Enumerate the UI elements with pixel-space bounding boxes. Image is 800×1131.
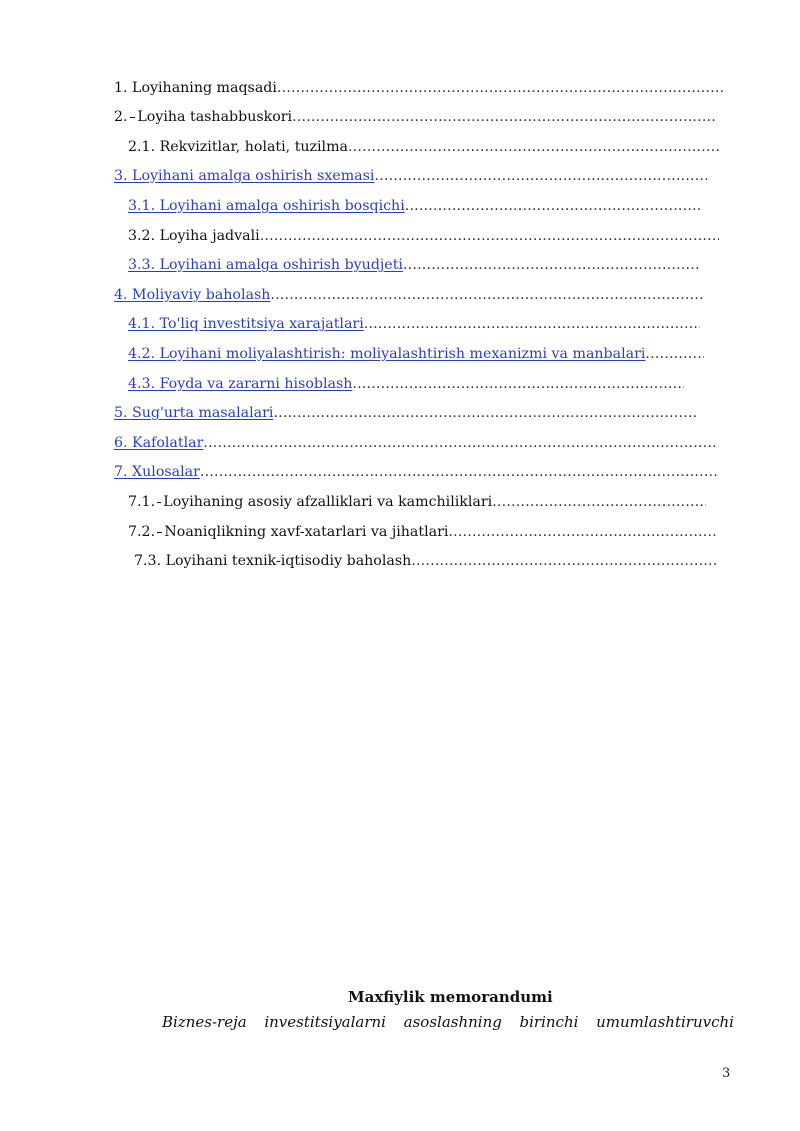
toc-leader-dots [273, 398, 698, 428]
toc-leader-dots [277, 73, 724, 103]
toc-entry-number: 2. [114, 109, 128, 125]
memorandum-text [162, 1013, 734, 1031]
toc-entry-4-1[interactable] [128, 309, 700, 339]
toc-leader-dots [645, 339, 704, 369]
toc-leader-dots [200, 457, 718, 487]
toc-entry-2 [114, 102, 716, 132]
toc-leader-dots [348, 132, 719, 162]
toc-leader-dots [411, 546, 716, 576]
toc-link-label[interactable]: 6. Kafolatlar [114, 435, 204, 451]
toc-entry-label: 2.1. Rekvizitlar, holati, tuzilma [128, 139, 348, 155]
toc-entry-5[interactable] [114, 398, 698, 428]
toc-entry-label: Loyihaning asosiy afzalliklari va kamchiliklari [163, 494, 493, 510]
toc-leader-dots [203, 428, 716, 458]
toc-leader-dots [260, 221, 719, 251]
toc-entry-blank [157, 531, 162, 533]
toc-entry-blank [157, 501, 161, 503]
memorandum-word: asoslashning [403, 1013, 502, 1031]
toc-entry-3-1[interactable] [128, 191, 703, 221]
toc-link-label[interactable]: 3.1. Loyihani amalga oshirish bosqichi [128, 198, 405, 214]
toc-entry-6[interactable] [114, 428, 716, 458]
toc-link-label[interactable]: 7. Xulosalar [114, 464, 200, 480]
toc-entry-7-3 [134, 546, 716, 576]
toc-entry-7[interactable] [114, 457, 718, 487]
toc-link-label[interactable]: 4.1. To'liq investitsiya xarajatlari [128, 316, 364, 332]
toc-link-label[interactable]: 4. Moliyaviy baholash [114, 287, 271, 303]
toc-leader-dots [352, 369, 684, 399]
toc-entry-4-3[interactable] [128, 369, 684, 399]
toc-entry-label: 1. Loyihaning maqsadi [114, 80, 277, 96]
toc-link-label[interactable]: 3.3. Loyihani amalga oshirish byudjeti [128, 257, 403, 273]
memorandum-word: birinchi [519, 1013, 579, 1031]
toc-entry-4-2[interactable] [128, 339, 704, 369]
memorandum-word: umumlashtiruvchi [596, 1013, 734, 1031]
toc-entry-label: Noaniqlikning xavf-xatarlari va jihatlari [164, 524, 449, 540]
toc-leader-dots [492, 487, 706, 517]
memorandum-word: Biznes-reja [162, 1013, 247, 1031]
toc-leader-dots [374, 161, 707, 191]
toc-leader-dots [364, 309, 700, 339]
toc-entry-4[interactable] [114, 280, 704, 310]
toc-entry-3[interactable] [114, 161, 707, 191]
toc-entry-2-1 [128, 132, 719, 162]
toc-link-label[interactable]: 4.2. Loyihani moliyalashtirish: moliyalashtirish mexanizmi va manbalari [128, 346, 646, 362]
toc-entry-7-1 [128, 487, 706, 517]
memorandum-word: investitsiyalarni [264, 1013, 386, 1031]
page-number: 3 [722, 1066, 731, 1081]
toc-entry-number: 7.2. [128, 524, 156, 540]
toc-entry-1 [114, 73, 724, 103]
toc-entry-label: 7.3. Loyihani texnik-iqtisodiy baholash [134, 553, 412, 569]
toc-entry-label: Loyiha tashabbuskori [137, 109, 293, 125]
toc-entry-blank [130, 116, 136, 118]
toc-leader-dots [403, 250, 700, 280]
toc-entry-7-2 [128, 517, 718, 547]
toc-leader-dots [270, 280, 704, 310]
memorandum-title: Maxfiylik memorandumi [348, 988, 553, 1006]
toc-entry-label: 3.2. Loyiha jadvali [128, 228, 260, 244]
toc-leader-dots [448, 517, 718, 547]
toc-link-label[interactable]: 5. Sug'urta masalalari [114, 405, 274, 421]
toc-link-label[interactable]: 4.3. Foyda va zararni hisoblash [128, 376, 353, 392]
toc-entry-3-2 [128, 221, 719, 251]
toc-entry-number: 7.1. [128, 494, 156, 510]
toc-leader-dots [292, 102, 716, 132]
toc-entry-3-3[interactable] [128, 250, 700, 280]
toc-link-label[interactable]: 3. Loyihani amalga oshirish sxemasi [114, 168, 375, 184]
toc-leader-dots [405, 191, 703, 221]
